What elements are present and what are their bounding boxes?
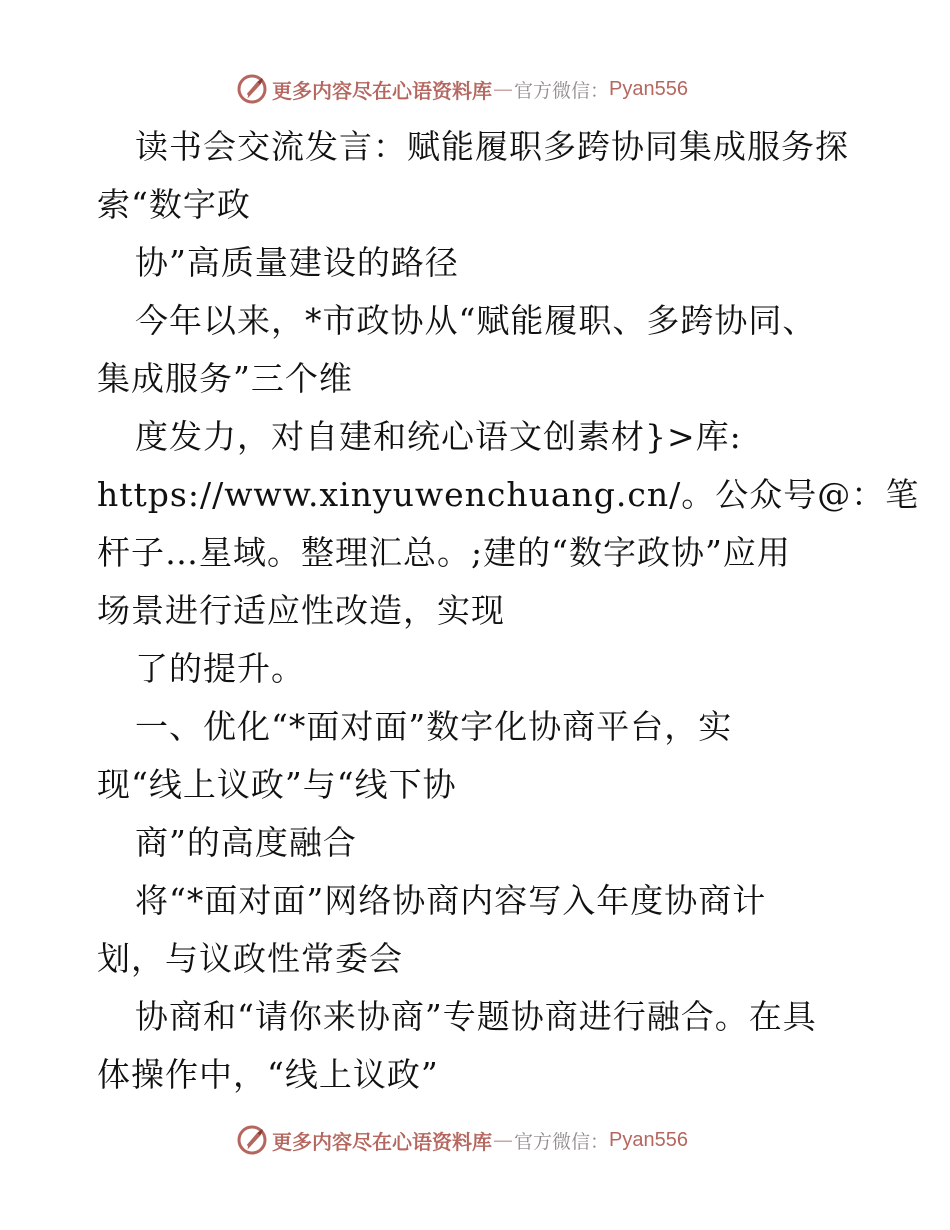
text-line: 现“线上议政”与“线下协 (97, 765, 457, 804)
text-line: 划，与议政性常委会 (97, 939, 403, 978)
text-line: 杆子…星域。整理汇总。;建的“数字政协”应用 (97, 533, 791, 572)
pen-logo-icon (236, 1124, 268, 1156)
banner-title: 更多内容尽在心语资料库 (272, 78, 492, 103)
text-line: 场景进行适应性改造，实现 (97, 591, 505, 630)
banner-wechat-id: Pyan556 (609, 77, 688, 100)
text-line: 协商和“请你来协商”专题协商进行融合。在具 (135, 997, 817, 1036)
footer-banner (236, 1123, 688, 1157)
text-line: 读书会交流发言：赋能履职多跨协同集成服务探 (135, 127, 849, 166)
text-line: 集成服务”三个维 (97, 359, 353, 398)
text-line: 商”的高度融合 (135, 823, 357, 862)
banner-dash: — (493, 1128, 513, 1152)
text-line: 度发力，对自建和统心语文创素材}>库: (135, 417, 742, 456)
banner-dash: — (493, 77, 513, 101)
banner-wechat-label: 官方微信： (514, 79, 610, 102)
text-line: 索“数字政 (97, 185, 251, 224)
pen-logo-icon (236, 73, 268, 105)
text-line: 体操作中，“线上议政” (97, 1055, 439, 1094)
text-line: https://www.xinyuwenchuang.cn/。公众号@：笔 (97, 475, 920, 514)
text-line: 将“*面对面”网络协商内容写入年度协商计 (135, 881, 767, 920)
text-line: 了的提升。 (135, 649, 305, 688)
text-line: 一、优化“*面对面”数字化协商平台，实 (135, 707, 733, 746)
banner-wechat-id: Pyan556 (609, 1128, 688, 1151)
text-line: 今年以来，*市政协从“赋能履职、多跨协同、 (135, 301, 817, 340)
document-body (97, 118, 927, 1104)
banner-wechat-label: 官方微信： (514, 1130, 610, 1153)
banner-title: 更多内容尽在心语资料库 (272, 1129, 492, 1154)
text-line: 协”高质量建设的路径 (135, 243, 459, 282)
header-banner (236, 72, 688, 106)
